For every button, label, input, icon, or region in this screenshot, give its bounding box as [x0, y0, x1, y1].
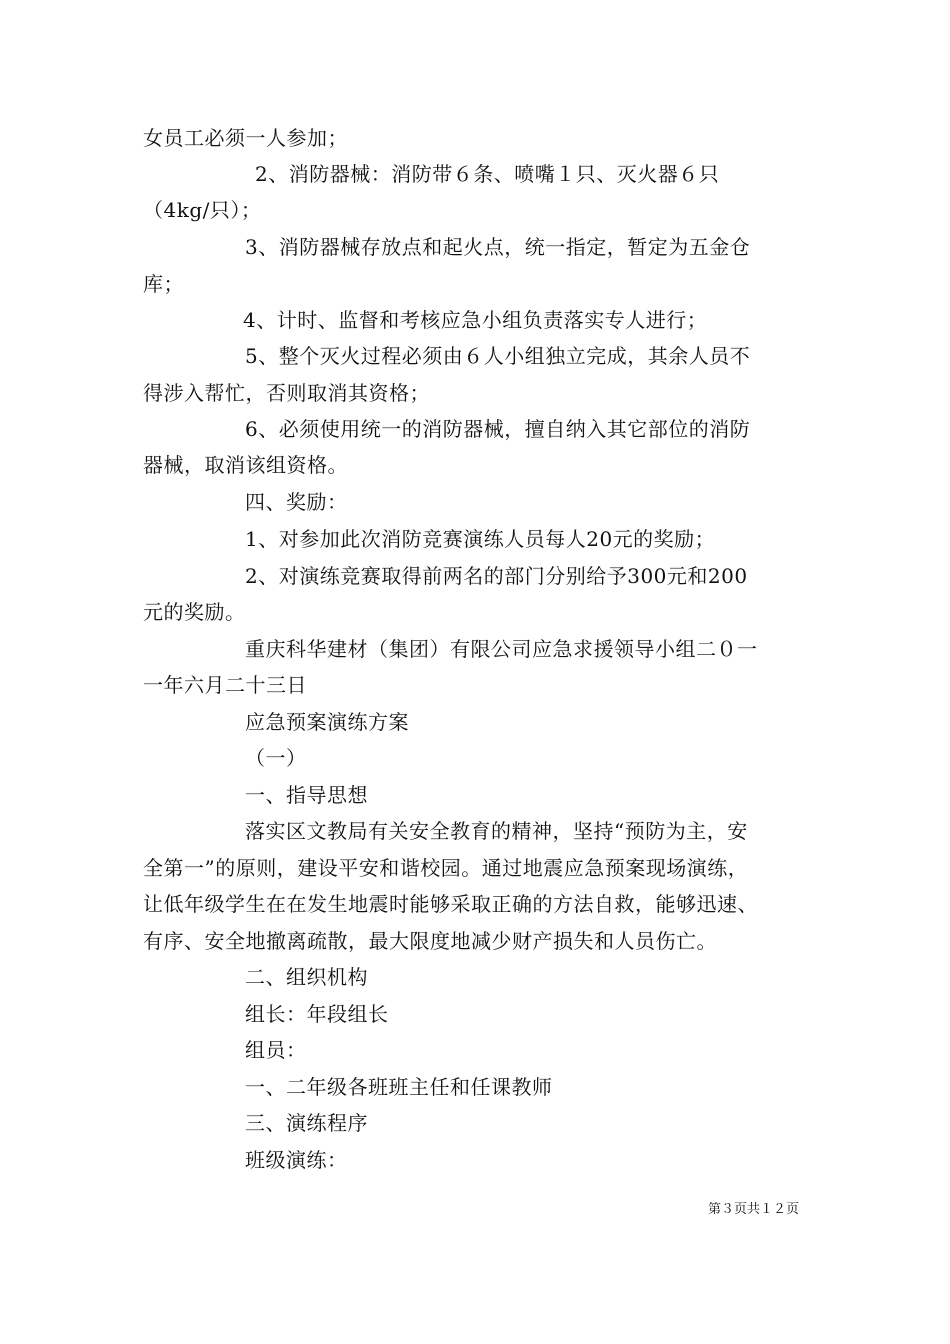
- text-line: 5、整个灭火过程必须由６人小组独立完成，其余人员不: [245, 344, 751, 368]
- text-line: 元的奖励。: [143, 600, 246, 624]
- text-line: 有序、安全地撤离疏散，最大限度地减少财产损失和人员伤亡。: [143, 929, 717, 953]
- text-line: 得涉入帮忙，否则取消其资格；: [143, 381, 430, 405]
- text-line: 让低年级学生在在发生地震时能够采取正确的方法自救，能够迅速、: [143, 892, 758, 916]
- text-line: 器械，取消该组资格。: [143, 453, 348, 477]
- section-heading: 一、指导思想: [245, 783, 368, 807]
- text-line: 一年六月二十三日: [143, 673, 307, 697]
- text-line: 1、对参加此次消防竞赛演练人员每人20元的奖励；: [245, 527, 716, 551]
- text-line: （一）: [245, 746, 307, 770]
- text-line: 重庆科华建材（集团）有限公司应急求援领导小组二０一: [245, 637, 758, 661]
- text-line: 6、必须使用统一的消防器械，擅自纳入其它部位的消防: [245, 417, 751, 441]
- text-line: 2、对演练竞赛取得前两名的部门分别给予300元和200: [245, 564, 748, 588]
- text-line: 组员：: [245, 1038, 307, 1062]
- text-line: 班级演练：: [245, 1148, 348, 1172]
- text-line: （4kg/只）；: [143, 198, 262, 222]
- text-line: 女员工必须一人参加；: [143, 126, 348, 150]
- text-line: 库；: [143, 272, 184, 296]
- text-line: 落实区文教局有关安全教育的精神，坚持“预防为主，安: [245, 819, 748, 843]
- page-footer: 第３页共１２页: [708, 1202, 800, 1217]
- text-line: 2、消防器械：消防带６条、喷嘴１只、灭火器６只: [255, 162, 720, 186]
- section-heading: 三、演练程序: [245, 1111, 368, 1135]
- text-line: 4、计时、监督和考核应急小组负责落实专人进行；: [243, 308, 708, 332]
- text-line: 一、二年级各班班主任和任课教师: [245, 1075, 553, 1099]
- section-title: 应急预案演练方案: [245, 710, 409, 734]
- text-line: 3、消防器械存放点和起火点，统一指定，暂定为五金仓: [245, 235, 751, 259]
- section-heading: 二、组织机构: [245, 965, 368, 989]
- text-line: 全第一”的原则，建设平安和谐校园。通过地震应急预案现场演练，: [143, 856, 749, 880]
- text-line: 四、奖励：: [245, 490, 348, 514]
- text-line: 组长：年段组长: [245, 1002, 389, 1026]
